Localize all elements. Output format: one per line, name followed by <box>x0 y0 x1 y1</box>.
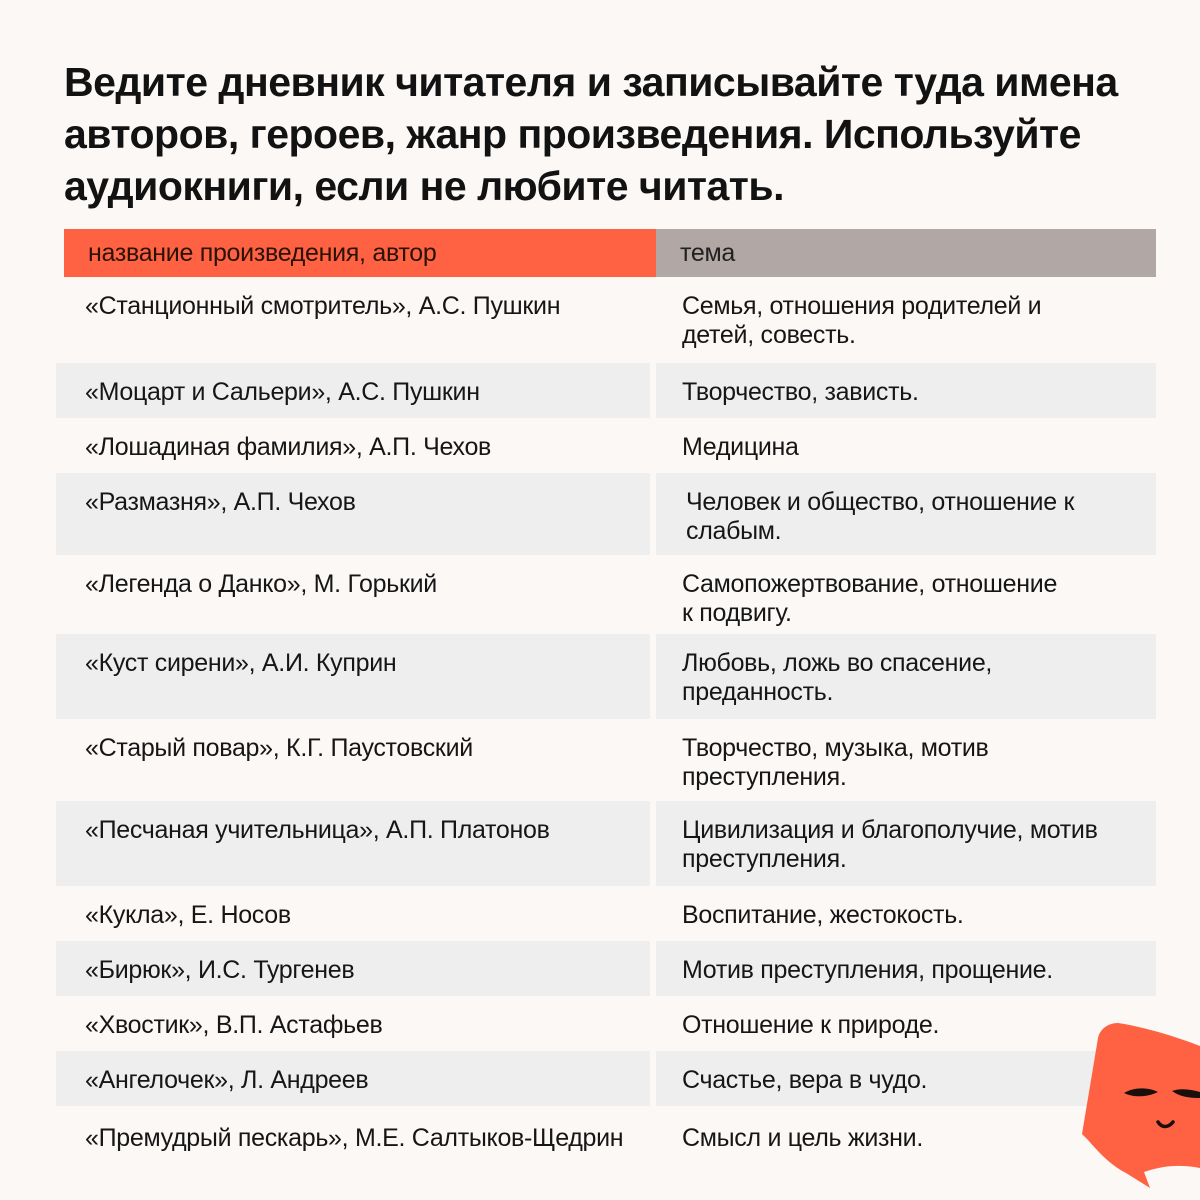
theme-cell: Воспитание, жестокость. <box>682 901 964 929</box>
reading-table <box>56 229 1156 1159</box>
table-row <box>56 473 1156 555</box>
work-cell: «Моцарт и Сальери», А.С. Пушкин <box>56 363 650 418</box>
table-row <box>56 555 1156 634</box>
theme-cell: Отношение к природе. <box>682 1011 940 1039</box>
table-row <box>56 1106 1156 1161</box>
work-cell: «Легенда о Данко», М. Горький <box>85 570 437 598</box>
work-cell: «Станционный смотритель», А.С. Пушкин <box>85 292 561 320</box>
work-cell: «Размазня», А.П. Чехов <box>56 473 650 555</box>
theme-cell: Мотив преступления, прощение. <box>656 941 1156 996</box>
table-row <box>56 941 1156 996</box>
table-row <box>56 1051 1156 1106</box>
table-row <box>56 996 1156 1051</box>
work-cell: «Песчаная учительница», А.П. Платонов <box>56 801 650 886</box>
work-cell: «Лошадиная фамилия», А.П. Чехов <box>85 433 492 461</box>
theme-cell: Творчество, музыка, мотив преступления. <box>682 734 989 791</box>
table-row <box>56 418 1156 473</box>
theme-cell: Смысл и цель жизни. <box>682 1124 923 1152</box>
table-row <box>56 363 1156 418</box>
work-cell: «Премудрый пескарь», М.Е. Салтыков-Щедрин <box>85 1124 624 1152</box>
work-cell: «Ангелочек», Л. Андреев <box>56 1051 650 1106</box>
book-face-icon <box>1082 1018 1200 1188</box>
column-header-theme: тема <box>656 229 1156 277</box>
page-heading: Ведите дневник читателя и записывайте туда имена авторов, героев, жанр произведения. Используйте аудиокниги, если не любите читать. <box>64 59 1118 209</box>
column-header-work: название произведения, автор <box>64 229 706 277</box>
theme-cell: Творчество, зависть. <box>656 363 1156 418</box>
table-row <box>56 634 1156 719</box>
theme-cell: Медицина <box>682 433 799 461</box>
table-row <box>56 719 1156 801</box>
table-row <box>56 801 1156 886</box>
work-cell: «Старый повар», К.Г. Паустовский <box>85 734 473 762</box>
table-row <box>56 277 1156 359</box>
work-cell: «Хвостик», В.П. Астафьев <box>85 1011 383 1039</box>
table-row <box>56 886 1156 941</box>
theme-cell: Счастье, вера в чудо. <box>656 1051 1156 1106</box>
theme-cell: Человек и общество, отношение к слабым. <box>656 473 1156 555</box>
theme-cell: Цивилизация и благополучие, мотив преступления. <box>656 801 1156 886</box>
theme-cell: Самопожертвование, отношение к подвигу. <box>682 570 1058 627</box>
work-cell: «Кукла», Е. Носов <box>85 901 291 929</box>
work-cell: «Бирюк», И.С. Тургенев <box>56 941 650 996</box>
work-cell: «Куст сирени», А.И. Куприн <box>56 634 650 719</box>
theme-cell: Семья, отношения родителей и детей, совесть. <box>682 292 1042 349</box>
theme-cell: Любовь, ложь во спасение, преданность. <box>656 634 1156 719</box>
